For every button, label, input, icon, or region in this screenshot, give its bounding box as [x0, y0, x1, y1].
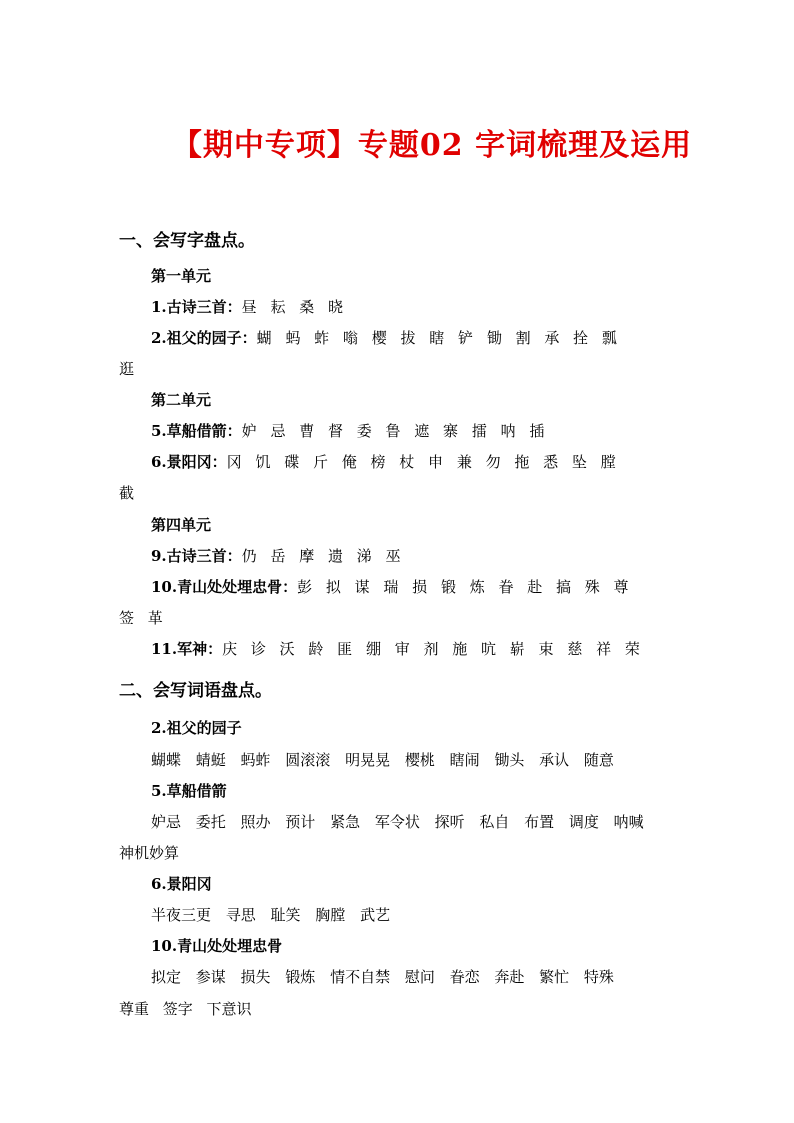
lesson-characters: 冈 饥 碟 斤 俺 榜 杖 申 兼 勿 拖 悉 坠 膛 — [226, 453, 616, 471]
lesson-2-line — [151, 327, 617, 348]
section-heading-characters: 一、会写字盘点。 — [119, 231, 255, 251]
lesson-label: 9.古诗三首： — [151, 547, 242, 565]
section-heading-words: 二、会写词语盘点。 — [119, 681, 272, 701]
lesson-characters: 庆 诊 沃 龄 匪 绷 审 剂 施 吭 崭 束 慈 祥 荣 — [222, 640, 640, 658]
lesson-label: 11.军神： — [151, 640, 223, 658]
words-title-2: 2.祖父的园子 — [151, 719, 242, 737]
lesson-label: 10.青山处处埋忠骨： — [151, 578, 298, 596]
lesson-10-line — [151, 576, 629, 597]
lesson-label: 1.古诗三首： — [151, 298, 242, 316]
lesson-label: 2.祖父的园子： — [151, 329, 257, 347]
words-line-5: 妒忌 委托 照办 预计 紧急 军令状 探听 私自 布置 调度 呐喊 — [151, 813, 644, 831]
lesson-2-continuation: 逛 — [119, 360, 135, 378]
unit-heading-2: 第二单元 — [151, 391, 212, 409]
words-line-2: 蝴蝶 蜻蜓 蚂蚱 圆滚滚 明晃晃 樱桃 瞎闹 锄头 承认 随意 — [151, 751, 614, 769]
words-line-10: 拟定 参谋 损失 锻炼 情不自禁 慰问 眷恋 奔赴 繁忙 特殊 — [151, 968, 614, 986]
lesson-characters: 昼 耘 桑 晓 — [241, 298, 343, 316]
unit-heading-1: 第一单元 — [151, 267, 212, 285]
lesson-characters: 蝴 蚂 蚱 嗡 樱 拔 瞎 铲 锄 割 承 拴 瓢 — [256, 329, 617, 347]
lesson-label: 5.草船借箭： — [151, 422, 242, 440]
lesson-11-line — [151, 638, 640, 659]
words-line-6: 半夜三更 寻思 耻笑 胸膛 武艺 — [151, 906, 391, 924]
lesson-characters: 妒 忌 曹 督 委 鲁 遮 寨 擂 呐 插 — [241, 422, 545, 440]
lesson-characters: 仍 岳 摩 遗 涕 巫 — [241, 547, 401, 565]
lesson-9-line — [151, 545, 401, 566]
lesson-characters: 彭 拟 谋 瑞 损 锻 炼 眷 赴 搞 殊 尊 — [297, 578, 629, 596]
words-title-10: 10.青山处处埋忠骨 — [151, 937, 283, 955]
words-title-6: 6.景阳冈 — [151, 875, 212, 893]
lesson-6-continuation: 截 — [119, 484, 135, 502]
page-title: 【期中专项】专题02 字词梳理及运用 — [171, 128, 693, 163]
lesson-6-line — [151, 451, 616, 472]
lesson-1-line — [151, 296, 343, 317]
lesson-label: 6.景阳冈： — [151, 453, 227, 471]
unit-heading-4: 第四单元 — [151, 516, 212, 534]
words-line-5-continuation: 神机妙算 — [119, 844, 180, 862]
words-title-5: 5.草船借箭 — [151, 782, 227, 800]
lesson-5-line — [151, 420, 544, 441]
lesson-10-continuation: 签 革 — [119, 609, 163, 627]
words-line-10-continuation: 尊重 签字 下意识 — [119, 1000, 252, 1018]
